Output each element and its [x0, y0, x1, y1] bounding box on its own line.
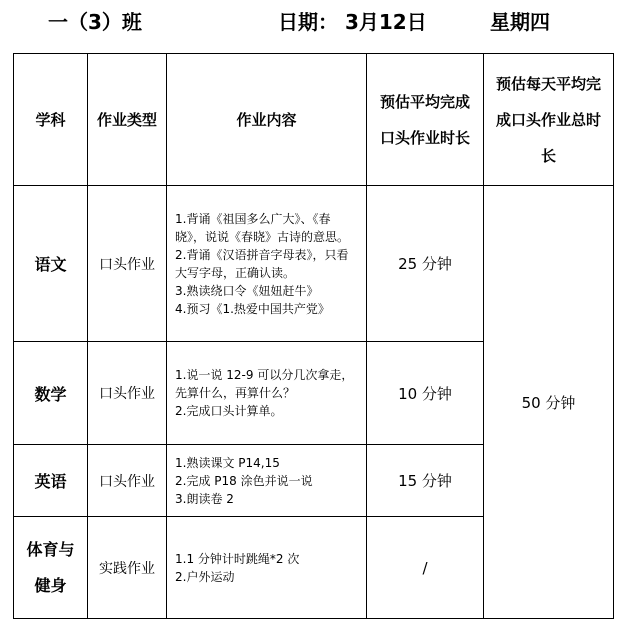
time-cell: 25 分钟	[367, 186, 484, 342]
content-line: 1.1 分钟计时跳绳*2 次	[175, 551, 300, 566]
content-line: 2.完成 P18 涂色并说一说	[175, 473, 313, 488]
type-cell: 口头作业	[88, 342, 167, 445]
content-line: 2.户外运动	[175, 569, 235, 584]
date-label: 日期： 3月12日	[278, 10, 427, 34]
content-cell	[167, 186, 367, 342]
content-line: 3.熟读绕口令《妞妞赶牛》	[175, 283, 319, 298]
content-cell	[167, 342, 367, 445]
type-cell: 口头作业	[88, 445, 167, 517]
content-line: 3.朗读卷 2	[175, 491, 234, 506]
content-line: 4.预习《1.热爱中国共产党》	[175, 301, 330, 316]
type-cell: 实践作业	[88, 517, 167, 619]
weekday-label: 星期四	[490, 10, 550, 34]
content-cell	[167, 445, 367, 517]
page-header	[0, 6, 627, 38]
column-header-avg-time: 预估平均完成口头作业时长	[367, 54, 484, 186]
type-cell: 口头作业	[88, 186, 167, 342]
content-line: 1.熟读课文 P14,15	[175, 455, 280, 470]
homework-table	[13, 53, 614, 619]
column-header-type: 作业类型	[88, 54, 167, 186]
subject-cell: 语文	[14, 186, 88, 342]
content-line: 2.背诵《汉语拼音字母表》，只看大写字母，正确认读。	[175, 247, 349, 280]
subject-cell: 数学	[14, 342, 88, 445]
class-name: 一（3）班	[48, 10, 142, 34]
column-header-total-time: 预估每天平均完成口头作业总时长	[484, 54, 614, 186]
content-line: 1.背诵《祖国多么广大》、《春晓》，说说《春晓》古诗的意思。	[175, 211, 350, 244]
subject-cell: 英语	[14, 445, 88, 517]
table-row	[14, 186, 614, 342]
content-cell	[167, 517, 367, 619]
table-header-row	[14, 54, 614, 186]
content-line: 2.完成口头计算单。	[175, 404, 283, 418]
column-header-subject: 学科	[14, 54, 88, 186]
time-cell: 15 分钟	[367, 445, 484, 517]
time-cell: 10 分钟	[367, 342, 484, 445]
total-time-cell: 50 分钟	[484, 186, 614, 619]
time-cell: /	[367, 517, 484, 619]
content-line: 1.说一说 12-9 可以分几次拿走，先算什么，再算什么？	[175, 368, 354, 400]
subject-cell: 体育与健身	[14, 517, 88, 619]
column-header-content: 作业内容	[167, 54, 367, 186]
